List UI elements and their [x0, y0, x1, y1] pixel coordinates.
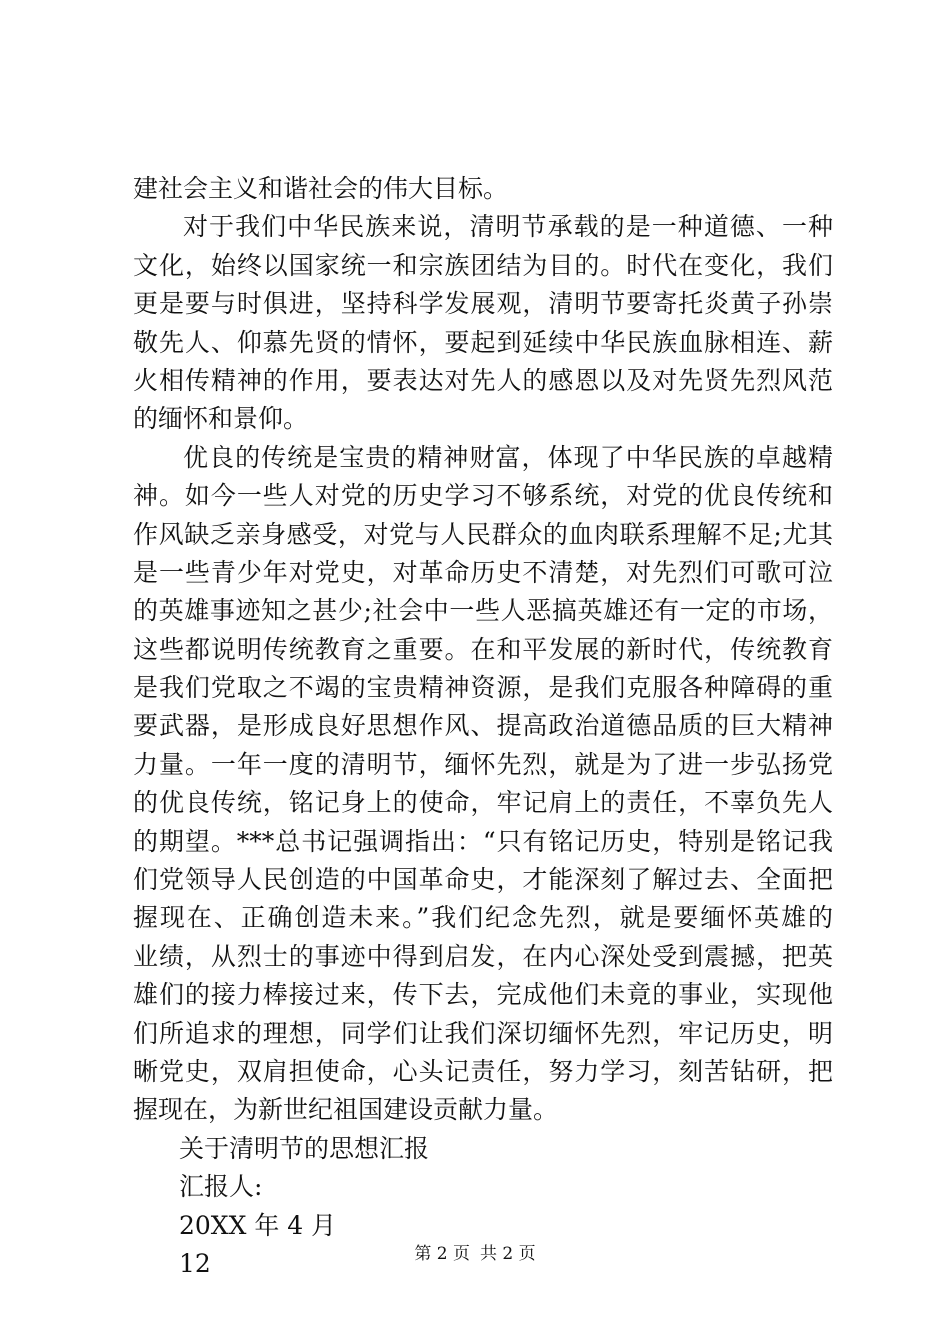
paragraph-line: 们所追求的理想，同学们让我们深切缅怀先烈，牢记历史，明: [133, 1018, 833, 1048]
paragraph-line: 要武器，是形成良好思想作风、提高政治道德品质的巨大精神: [133, 711, 833, 741]
paragraph-line: 们党领导人民创造的中国革命史，才能深刻了解过去、全面把: [133, 865, 833, 895]
report-day: 12: [179, 1248, 211, 1278]
paragraph-line: 雄们的接力棒接过来，传下去，完成他们未竟的事业，实现他: [133, 980, 833, 1010]
report-title: 关于清明节的思想汇报: [179, 1133, 430, 1163]
page-footer: [0, 1242, 950, 1266]
paragraph-line: 火相传精神的作用，要表达对先人的感恩以及对先贤先烈风范: [133, 365, 833, 395]
paragraph-line: 文化，始终以国家统一和宗族团结为目的。时代在变化，我们: [133, 250, 833, 280]
report-date: 20XX 年 4 月: [179, 1210, 337, 1240]
paragraph-line: 是一些青少年对党史，对革命历史不清楚，对先烈们可歌可泣: [133, 557, 833, 587]
paragraph-line: 握现在、正确创造未来。”我们纪念先烈，就是要缅怀英雄的: [133, 903, 833, 933]
paragraph-line: 神。如今一些人对党的历史学习不够系统，对党的优良传统和: [133, 481, 833, 511]
paragraph-line: 的期望。***总书记强调指出：“只有铭记历史，特别是铭记我: [133, 826, 833, 856]
paragraph-line: 优良的传统是宝贵的精神财富，体现了中华民族的卓越精: [183, 442, 833, 472]
paragraph-line: 的缅怀和景仰。: [133, 404, 309, 434]
paragraph-line: 业绩，从烈士的事迹中得到启发，在内心深处受到震撼，把英: [133, 941, 833, 971]
paragraph-line: 的优良传统，铭记身上的使命，牢记肩上的责任，不辜负先人: [133, 788, 833, 818]
document-body: [133, 170, 833, 1283]
page-total: 共 2 页: [480, 1244, 536, 1264]
reporter-label: 汇报人:: [179, 1172, 263, 1202]
paragraph-line: 是我们党取之不竭的宝贵精神资源，是我们克服各种障碍的重: [133, 673, 833, 703]
paragraph-line: 建社会主义和谐社会的伟大目标。: [133, 174, 509, 203]
paragraph-line: 的英雄事迹知之甚少;社会中一些人恶搞英雄还有一定的市场，: [133, 596, 833, 626]
paragraph-line: 作风缺乏亲身感受，对党与人民群众的血肉联系理解不足;尤其: [133, 519, 833, 549]
paragraph-line: 敬先人、仰慕先贤的情怀，要起到延续中华民族血脉相连、薪: [133, 327, 833, 357]
paragraph-line: 晰党史，双肩担使命，心头记责任，努力学习，刻苦钻研，把: [133, 1056, 833, 1086]
paragraph-line: 更是要与时俱进，坚持科学发展观，清明节要寄托炎黄子孙崇: [133, 289, 833, 319]
paragraph-line: 这些都说明传统教育之重要。在和平发展的新时代，传统教育: [133, 634, 833, 664]
paragraph-line: 对于我们中华民族来说，清明节承载的是一种道德、一种: [183, 212, 833, 242]
paragraph-line: 握现在，为新世纪祖国建设贡献力量。: [133, 1095, 559, 1125]
paragraph-line: 力量。一年一度的清明节，缅怀先烈，就是为了进一步弘扬党: [133, 749, 833, 779]
page-number: 第 2 页: [414, 1244, 470, 1264]
